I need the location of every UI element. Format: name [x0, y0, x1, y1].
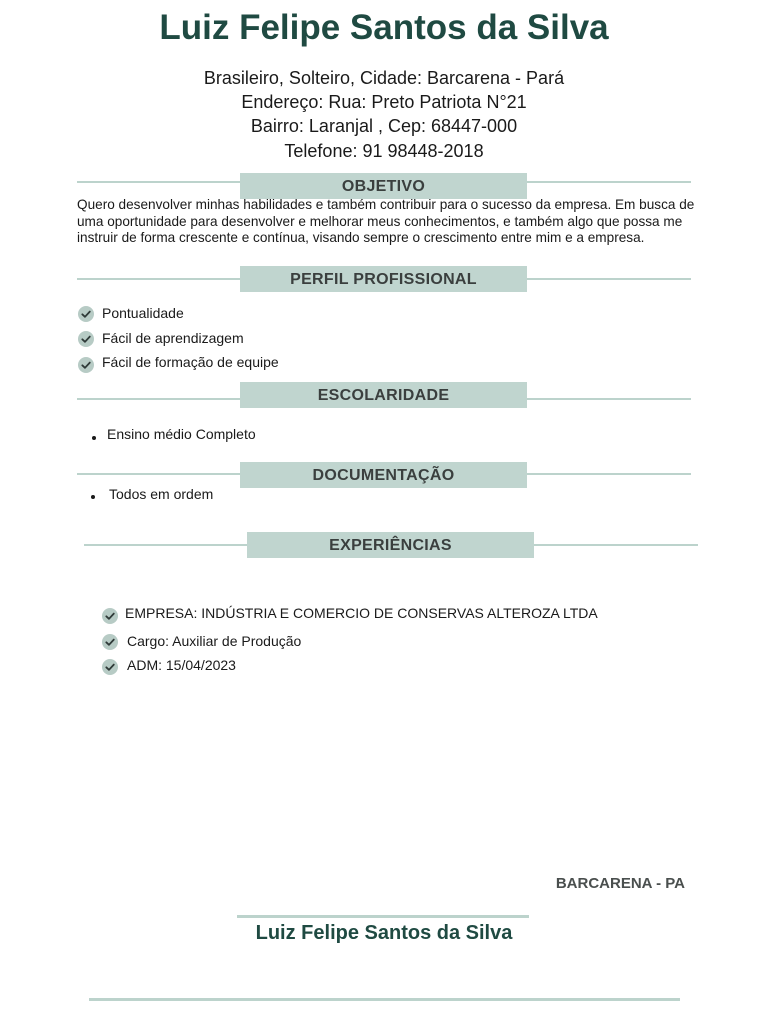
check-circle-icon: [102, 659, 118, 675]
list-item: Fácil de formação de equipe: [102, 354, 279, 370]
phone-line: Telefone: 91 98448-2018: [284, 141, 484, 161]
objective-text: Quero desenvolver minhas habilidades e também contribuir para o sucesso da empresa. Em busca de uma oportunidade para desenvolver e melhorar meus conhecimentos, e também algo que possa me instruir de forma crescente e contínua, visando sempre o crescimento entre mim e a empresa.: [77, 197, 695, 246]
section-heading-perfil: PERFIL PROFISSIONAL: [240, 266, 527, 292]
address-line: Endereço: Rua: Preto Patriota N°21: [241, 92, 527, 112]
city-label: BARCARENA - PA: [555, 875, 685, 892]
list-item: Todos em ordem: [109, 486, 214, 502]
bullet-dot-icon: [91, 495, 95, 499]
bullet-dot-icon: [92, 436, 96, 440]
list-item: ADM: 15/04/2023: [127, 657, 236, 673]
resume-name-title: Luiz Felipe Santos da Silva: [159, 8, 609, 47]
section-heading-documentacao: DOCUMENTAÇÃO: [240, 462, 527, 488]
list-item: EMPRESA: INDÚSTRIA E COMERCIO DE CONSERVAS ALTEROZA LTDA: [125, 605, 598, 621]
check-circle-icon: [78, 331, 94, 347]
list-item: Pontualidade: [102, 305, 184, 321]
check-circle-icon: [102, 634, 118, 650]
section-heading-escolaridade: ESCOLARIDADE: [240, 382, 527, 408]
personal-info-line: Brasileiro, Solteiro, Cidade: Barcarena - Pará: [203, 68, 565, 88]
list-item: Fácil de aprendizagem: [102, 330, 244, 346]
check-circle-icon: [78, 306, 94, 322]
check-circle-icon: [78, 357, 94, 373]
section-heading-objetivo: OBJETIVO: [240, 173, 527, 199]
neighborhood-line: Bairro: Laranjal , Cep: 68447-000: [250, 116, 518, 136]
signature-line: [237, 915, 529, 918]
signature-name: Luiz Felipe Santos da Silva: [255, 922, 513, 944]
list-item: Cargo: Auxiliar de Produção: [127, 633, 302, 649]
list-item: Ensino médio Completo: [107, 426, 256, 442]
section-heading-experiencias: EXPERIÊNCIAS: [247, 532, 534, 558]
bottom-divider: [89, 998, 680, 1001]
check-circle-icon: [102, 608, 118, 624]
